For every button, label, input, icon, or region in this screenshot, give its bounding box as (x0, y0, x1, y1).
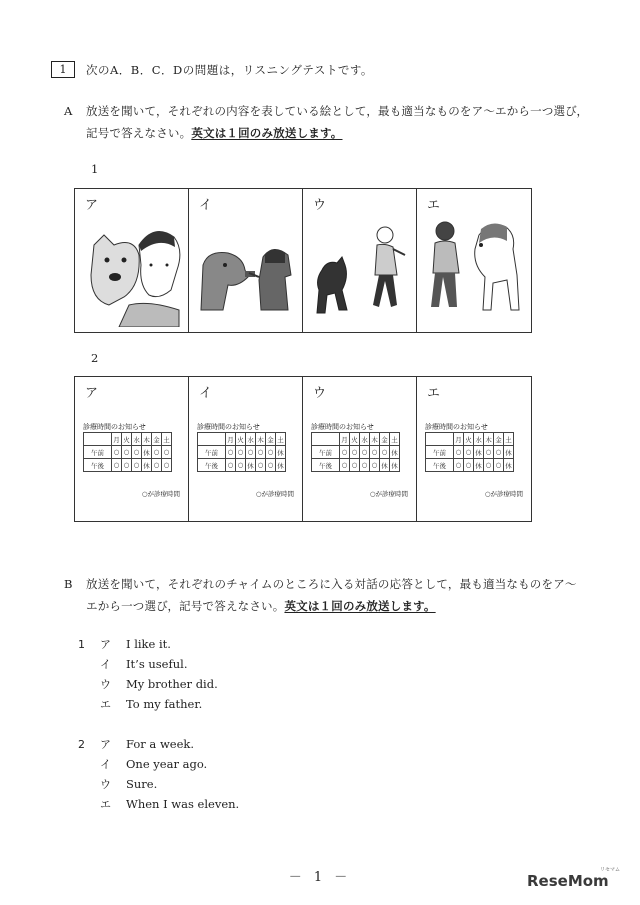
schedule-cell: ○ (370, 459, 380, 472)
section-b-letter: B (64, 577, 73, 591)
schedule-day-header: 金 (494, 433, 504, 446)
option-text: I like it. (126, 637, 171, 651)
schedule-cell: ○ (380, 446, 390, 459)
schedule-row-label: 午後 (426, 459, 454, 472)
section-a-instructions-line2 (86, 125, 343, 141)
schedule-cell: ○ (494, 446, 504, 459)
answer-option (78, 696, 202, 712)
picture-panels (74, 188, 532, 333)
schedule-day-header: 月 (112, 433, 122, 446)
schedule-day-header: 水 (132, 433, 142, 446)
schedule-cell: 休 (504, 446, 514, 459)
schedule-day-header: 水 (246, 433, 256, 446)
section-a-item2-number: 2 (91, 351, 99, 365)
section-a-instructions-line1 (64, 103, 588, 119)
schedule-cell: ○ (236, 459, 246, 472)
picture-panel-i (189, 189, 303, 332)
schedule-cell: ○ (266, 446, 276, 459)
section-b-instructions-line1 (64, 576, 577, 592)
schedule-day-header: 金 (380, 433, 390, 446)
schedule-cell: ○ (454, 446, 464, 459)
option-key: イ (100, 658, 111, 671)
schedule-panels (74, 376, 532, 522)
question-intro: 次のA．B．C．Dの問題は，リスニングテストです。 (86, 63, 373, 77)
schedule-note: ○が診療時間 (369, 490, 408, 498)
schedule-cell: ○ (112, 446, 122, 459)
schedule-day-header: 水 (474, 433, 484, 446)
schedule-cell: 休 (276, 459, 286, 472)
schedule-cell: ○ (484, 446, 494, 459)
schedule-cell: ○ (340, 446, 350, 459)
page-number: － 1 － (288, 870, 352, 885)
girl-with-big-dog-illustration (421, 215, 527, 327)
schedule-cell: 休 (246, 459, 256, 472)
option-text: When I was eleven. (126, 797, 240, 811)
schedule-title: 診療時間のお知らせ (197, 423, 260, 431)
schedule-cell: ○ (112, 459, 122, 472)
picture-panel-u (303, 189, 417, 332)
schedule-day-header: 土 (390, 433, 400, 446)
schedule-title: 診療時間のお知らせ (425, 423, 488, 431)
schedule-row-label: 午後 (84, 459, 112, 472)
option-key: ウ (100, 778, 111, 791)
option-text: For a week. (126, 737, 195, 751)
option-key: エ (100, 698, 111, 711)
schedule-day-header: 木 (370, 433, 380, 446)
schedule-day-header: 土 (504, 433, 514, 446)
schedule-cell: 休 (474, 459, 484, 472)
schedule-cell: ○ (226, 446, 236, 459)
option-key: イ (100, 758, 111, 771)
section-a-letter: A (64, 104, 73, 118)
schedule-cell: 休 (142, 446, 152, 459)
panel-label: ウ (313, 386, 327, 401)
schedule-day-header: 金 (152, 433, 162, 446)
schedule-cell: ○ (246, 446, 256, 459)
schedule-table (311, 432, 400, 472)
schedule-cell: ○ (484, 459, 494, 472)
option-key: ウ (100, 678, 111, 691)
section-a-item1-number: 1 (91, 162, 99, 176)
picture-panel-a (75, 189, 189, 332)
section-a-text-line2: 記号で答えなさい。 (86, 126, 192, 140)
schedule-title: 診療時間のお知らせ (311, 423, 374, 431)
girl-feeding-dog-illustration (193, 215, 299, 327)
dog-and-girl-running-illustration (307, 215, 413, 327)
schedule-cell: 休 (142, 459, 152, 472)
schedule-row-label: 午前 (426, 446, 454, 459)
schedule-corner-cell (426, 433, 454, 446)
schedule-corner-cell (84, 433, 112, 446)
schedule-cell: ○ (132, 446, 142, 459)
question-number: 2 (78, 738, 85, 751)
schedule-title: 診療時間のお知らせ (83, 423, 146, 431)
schedule-cell: ○ (494, 459, 504, 472)
schedule-row-label: 午後 (312, 459, 340, 472)
panel-label: ウ (313, 198, 327, 213)
option-text: To my father. (126, 697, 203, 711)
schedule-corner-cell (312, 433, 340, 446)
schedule-day-header: 火 (236, 433, 246, 446)
schedule-table (197, 432, 286, 472)
panel-label: イ (199, 386, 213, 401)
schedule-cell: ○ (152, 459, 162, 472)
answer-option (78, 776, 157, 792)
schedule-cell: ○ (350, 446, 360, 459)
schedule-cell: 休 (390, 446, 400, 459)
schedule-day-header: 木 (256, 433, 266, 446)
picture-panel-e (417, 189, 531, 332)
option-text: It’s useful. (126, 657, 188, 671)
schedule-corner-cell (198, 433, 226, 446)
schedule-day-header: 月 (226, 433, 236, 446)
question-number-box: 1 (51, 61, 75, 78)
schedule-cell: ○ (464, 446, 474, 459)
schedule-row-label: 午後 (198, 459, 226, 472)
schedule-day-header: 土 (162, 433, 172, 446)
answer-option (78, 656, 188, 672)
schedule-cell: 休 (504, 459, 514, 472)
schedule-day-header: 金 (266, 433, 276, 446)
schedule-panel-u (303, 377, 417, 521)
schedule-cell: ○ (454, 459, 464, 472)
section-a-emphasis: 英文は１回のみ放送します。 (191, 126, 343, 140)
schedule-day-header: 木 (484, 433, 494, 446)
schedule-row-label: 午前 (198, 446, 226, 459)
answer-option (78, 756, 207, 772)
option-key: ア (100, 638, 111, 651)
schedule-cell: ○ (226, 459, 236, 472)
schedule-note: ○が診療時間 (255, 490, 294, 498)
schedule-row-label: 午前 (312, 446, 340, 459)
boy-hugging-dog-illustration (79, 215, 185, 327)
schedule-day-header: 月 (340, 433, 350, 446)
answer-option (78, 736, 194, 752)
schedule-day-header: 水 (360, 433, 370, 446)
schedule-cell: ○ (266, 459, 276, 472)
answer-option (78, 676, 218, 692)
schedule-panel-i (189, 377, 303, 521)
panel-label: ア (85, 386, 99, 401)
section-b-emphasis: 英文は１回のみ放送します。 (284, 599, 436, 613)
section-b-text-line1: 放送を聞いて，それぞれのチャイムのところに入る対話の応答として，最も適当なものをア～ (86, 577, 577, 591)
schedule-day-header: 火 (122, 433, 132, 446)
schedule-cell: ○ (122, 459, 132, 472)
brand-logo: ReseMom (527, 872, 609, 890)
schedule-cell: ○ (162, 446, 172, 459)
answer-option (78, 796, 239, 812)
panel-label: エ (427, 198, 441, 213)
question-number: 1 (78, 638, 85, 651)
option-text: One year ago. (126, 757, 208, 771)
schedule-note: ○が診療時間 (141, 490, 180, 498)
option-text: My brother did. (126, 677, 218, 691)
schedule-cell: ○ (152, 446, 162, 459)
schedule-cell: ○ (256, 446, 266, 459)
schedule-cell: ○ (464, 459, 474, 472)
schedule-cell: ○ (132, 459, 142, 472)
schedule-cell: 休 (276, 446, 286, 459)
schedule-cell: ○ (370, 446, 380, 459)
schedule-cell: ○ (236, 446, 246, 459)
answer-option (78, 636, 171, 652)
schedule-panel-e (417, 377, 531, 521)
schedule-day-header: 火 (464, 433, 474, 446)
option-text: Sure. (126, 777, 158, 791)
section-b-instructions-line2 (86, 598, 436, 614)
schedule-table (83, 432, 172, 472)
schedule-cell: 休 (390, 459, 400, 472)
schedule-cell: ○ (256, 459, 266, 472)
schedule-cell: ○ (340, 459, 350, 472)
section-a-text-line1: 放送を聞いて，それぞれの内容を表している絵として，最も適当なものをア～エから一つ選び， (86, 104, 589, 118)
panel-label: イ (199, 198, 213, 213)
schedule-cell: ○ (162, 459, 172, 472)
panel-label: エ (427, 386, 441, 401)
option-key: ア (100, 738, 111, 751)
schedule-panel-a (75, 377, 189, 521)
schedule-table (425, 432, 514, 472)
section-b-text-line2: エから一つ選び，記号で答えなさい。 (86, 599, 285, 613)
schedule-row-label: 午前 (84, 446, 112, 459)
schedule-cell: ○ (360, 459, 370, 472)
panel-label: ア (85, 198, 99, 213)
schedule-day-header: 月 (454, 433, 464, 446)
schedule-note: ○が診療時間 (484, 490, 523, 498)
schedule-cell: 休 (474, 446, 484, 459)
schedule-cell: ○ (350, 459, 360, 472)
schedule-cell: ○ (360, 446, 370, 459)
schedule-cell: ○ (122, 446, 132, 459)
schedule-day-header: 火 (350, 433, 360, 446)
schedule-day-header: 木 (142, 433, 152, 446)
schedule-day-header: 土 (276, 433, 286, 446)
option-key: エ (100, 798, 111, 811)
schedule-cell: 休 (380, 459, 390, 472)
brand-logo-small-text: リセマム (600, 867, 620, 873)
